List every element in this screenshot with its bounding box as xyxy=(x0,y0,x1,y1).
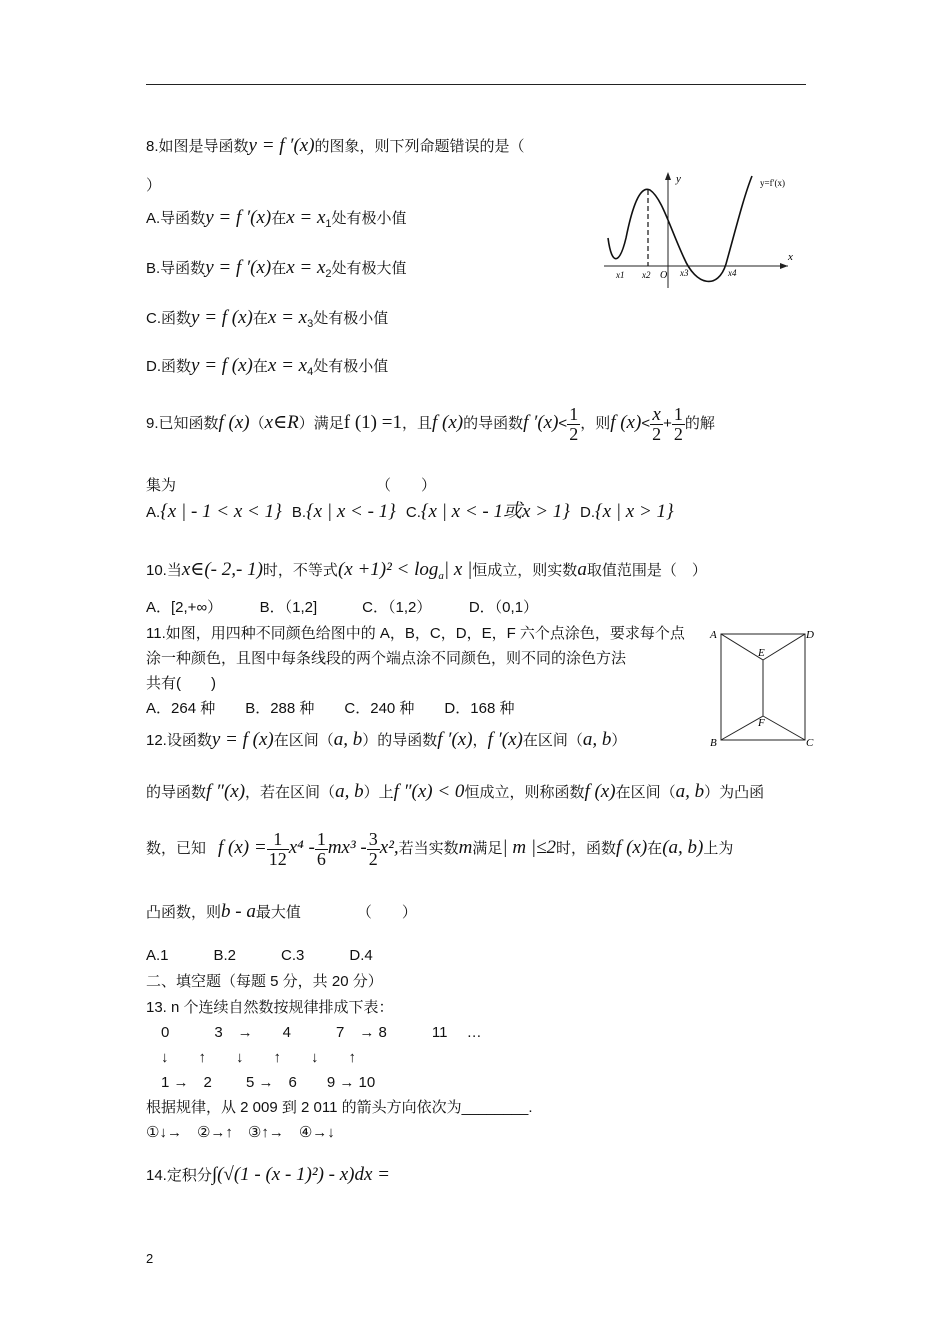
tick-x1: x1 xyxy=(616,270,625,280)
fraction-half: $\frac{1}{2}$ xyxy=(569,403,579,444)
q12-line-1: 12.设函数y = f (x)在区间（a, b）的导函数f ′(x)，f ′(x)在区间（a, b） xyxy=(146,729,627,750)
q11-options: A．264 种 B．288 种 C．240 种 D．168 种 xyxy=(146,700,515,717)
math: y = f ′(x) xyxy=(248,135,315,156)
edge-de xyxy=(763,634,805,660)
page-number: 2 xyxy=(146,1251,154,1266)
q13-rule: 根据规律，从 2 009 到 2 011 的箭头方向依次为________. xyxy=(146,1099,533,1116)
point-e: E xyxy=(758,647,765,659)
y-axis-arrow xyxy=(665,172,671,180)
tick-x4: x4 xyxy=(728,268,737,278)
fraction-3-2: $\frac{3}{2}$ xyxy=(368,828,378,869)
point-d: D xyxy=(806,629,814,641)
header-rule xyxy=(146,84,806,85)
point-a: A xyxy=(710,629,717,641)
point-c: C xyxy=(806,737,814,749)
q11-line-1: 11.如图，用四种不同颜色给图中的 A，B，C，D，E，F 六个点涂色，要求每个点 xyxy=(146,625,685,642)
q13-row-2: ↓ ↑ ↓ ↑ ↓ ↑ xyxy=(146,1049,357,1066)
q8-stem: 8.如图是导函数y = f ′(x)的图象，则下列命题错误的是（ xyxy=(146,135,525,156)
q12-options: A.1 B.2 C.3 D.4 xyxy=(146,947,373,964)
curve-label: y=f′(x) xyxy=(760,178,786,188)
y-label: y xyxy=(676,173,681,185)
q11-line-3: 共有( ) xyxy=(146,675,216,692)
q12-line-2: 的导函数f ″(x)，若在区间（a, b）上f ″(x) < 0恒成立，则称函数f (x)在区间（a, b）为凸函 xyxy=(146,781,765,802)
integral-expression: ∫(√(1 - (x - 1)²) - x)dx = xyxy=(211,1164,391,1185)
q12-line-4: 凸函数，则b - a最大值 （ ） xyxy=(146,901,417,922)
q8-option-c: C.函数y = f (x)在$x = x_3$处有极小值 xyxy=(146,307,389,330)
q9-options: A.{x | - 1 < x < 1} B.{x | x < - 1} C.{x | x < - 1或x > 1} D.{x | x > 1} xyxy=(146,501,674,522)
q14-stem: 14.定积分∫(√(1 - (x - 1)²) - x)dx = xyxy=(146,1164,391,1185)
q10-options: A．[2,+∞） B．（1,2] C．（1,2） D．（0,1） xyxy=(146,599,539,616)
fraction-half-2: $\frac{1}{2}$ xyxy=(673,403,683,444)
q13-title: 13. n 个连续自然数按规律排成下表： xyxy=(146,999,394,1016)
q11-line-2: 涂一种颜色，且图中每条线段的两个端点涂不同颜色，则不同的涂色方法 xyxy=(146,650,627,667)
edge-ae xyxy=(721,634,763,660)
section-heading: 二、填空题（每题 5 分，共 20 分） xyxy=(146,973,383,990)
edge-bf xyxy=(721,716,763,740)
coloring-figure xyxy=(706,624,816,750)
tick-x2: x2 xyxy=(642,270,651,280)
q8-option-a: A.导函数y = f ′(x)在$x = x_1$处有极小值 xyxy=(146,207,407,230)
q10-stem: 10.当x∈(- 2,- 1)时，不等式$(x +1)^2 < \log_a|$ x |恒成立，则实数a取值范围是（ ） xyxy=(146,559,707,582)
q8-option-d: D.函数y = f (x)在$x = x_4$处有极小值 xyxy=(146,355,389,378)
x-axis-arrow xyxy=(780,263,788,269)
q9-stem: 9.已知函数f (x)（x∈R）满足f (1) =1，且f (x)的导函数f ′(x)< $\frac{1}{2}$ ，则f (x)< $\frac{x}{2}$ + $\frac{1}{2}$ 的解 xyxy=(146,403,715,444)
origin-label: O xyxy=(660,270,668,281)
fraction-x-over-2: $\frac{x}{2}$ xyxy=(652,403,662,444)
derivative-graph xyxy=(600,168,800,290)
q8-stem-close: ） xyxy=(146,177,162,194)
fraction-1-12: $\frac{1}{12}$ xyxy=(268,828,287,869)
q9-stem-2: 集为 （ ） xyxy=(146,477,437,494)
q13-options: ①↓→ ②→↑ ③↑→ ④→↓ xyxy=(146,1124,335,1141)
point-b: B xyxy=(710,737,717,749)
q8-option-b: B.导函数y = f ′(x)在$x = x_2$处有极大值 xyxy=(146,257,407,280)
q12-line-3: 数，已知 f (x) = $\frac{1}{12}$ x⁴ - $\frac{1}{6}$ mx³ - $\frac{3}{2}$ x²,若当实数m满足| m |≤2时，函数f (x)在(a, b)上为 xyxy=(146,828,734,869)
q13-row-1: 0 3 → 4 7 → 8 11 … xyxy=(146,1024,482,1041)
x-label: x xyxy=(788,251,793,263)
tick-x3: x3 xyxy=(680,268,689,278)
q13-row-3: 1 → 2 5 → 6 9 → 10 xyxy=(146,1074,376,1091)
point-f: F xyxy=(758,717,765,729)
fraction-1-6: $\frac{1}{6}$ xyxy=(316,828,326,869)
edge-cf xyxy=(763,716,805,740)
